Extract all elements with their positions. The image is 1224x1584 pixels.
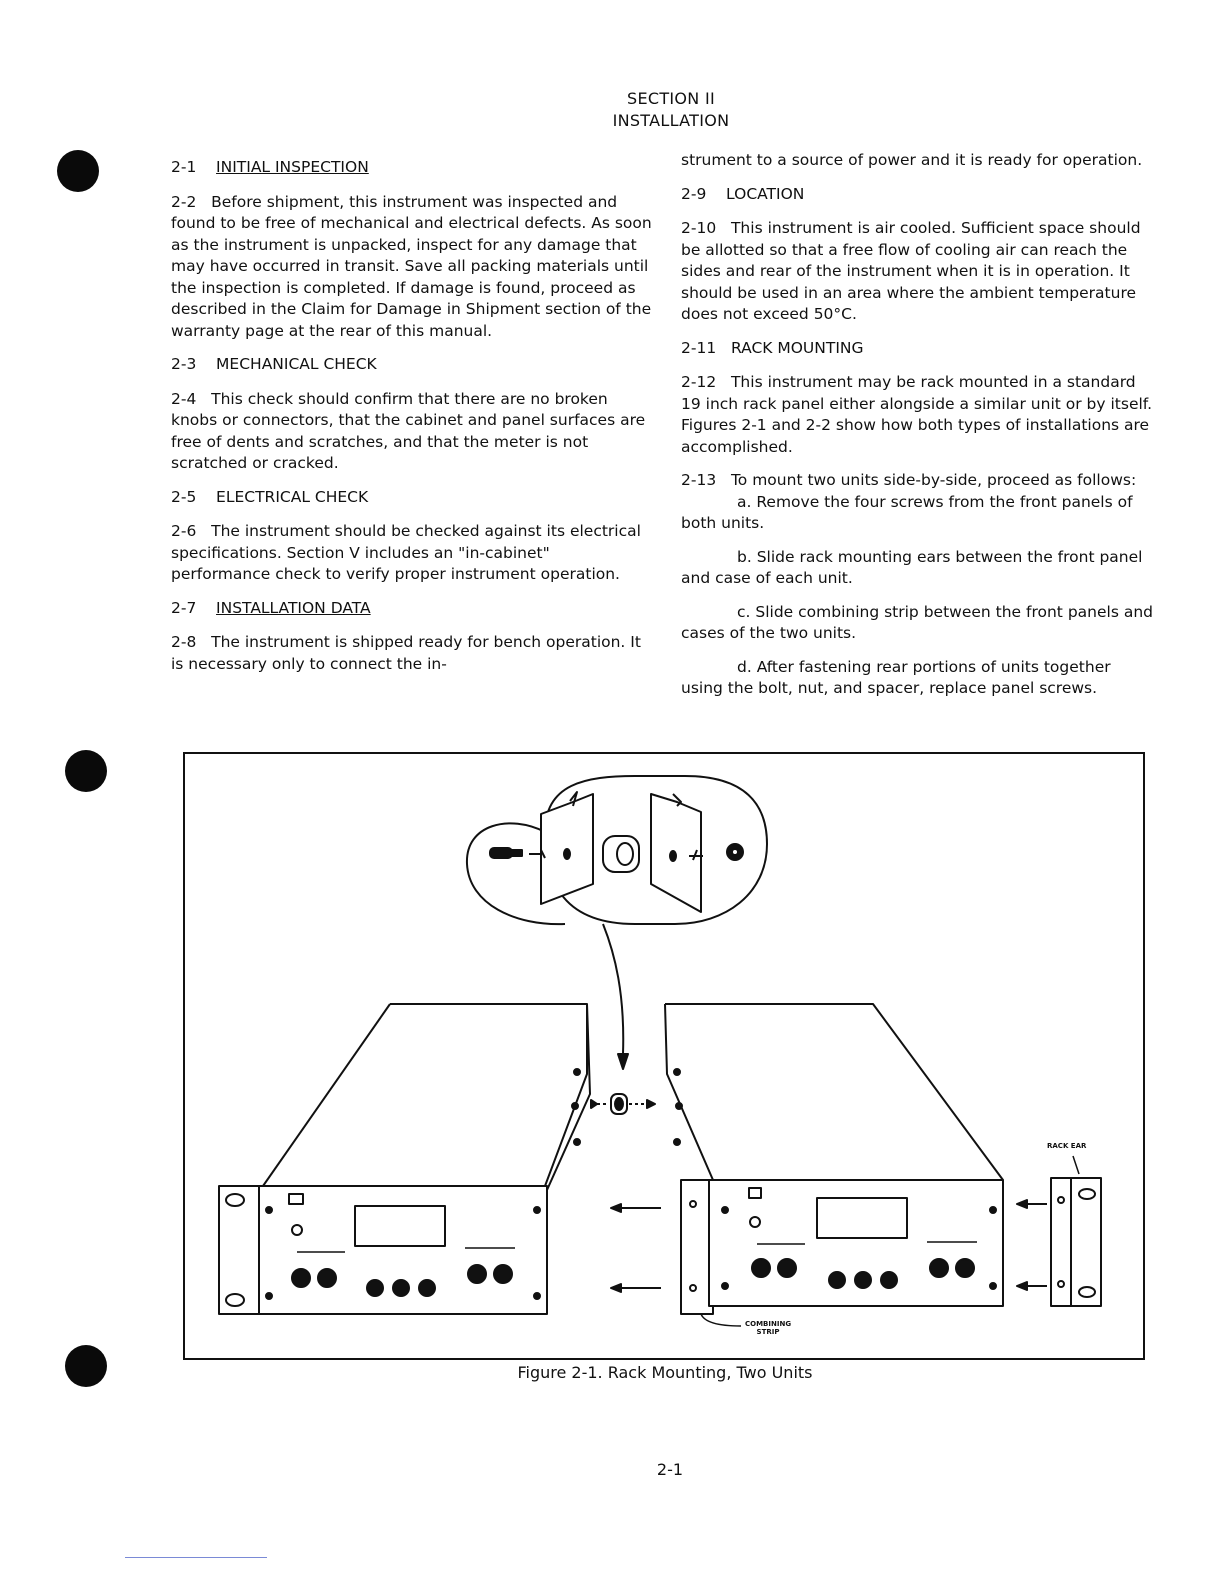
paragraph-number: 2-10 (681, 219, 717, 237)
nut-icon (727, 844, 743, 860)
heading-2-11 (681, 338, 1157, 360)
spacer-icon (603, 836, 639, 872)
paragraph-2-8 (171, 632, 653, 675)
heading-number: 2-9 (681, 184, 707, 203)
right-column (681, 150, 1157, 712)
heading-title: ELECTRICAL CHECK (216, 487, 369, 506)
paragraph-2-8-continued: strument to a source of power and it is ready for operation. (681, 151, 1143, 169)
paragraph-2-13 (681, 470, 1157, 492)
heading-number: 2-7 (171, 598, 197, 617)
paragraph-2-10 (681, 218, 1157, 326)
heading-2-5 (171, 487, 653, 509)
paragraph-text: The instrument should be checked against its electrical specifications. Section V includes an "in-cabinet" performance check to verify proper instrument operation. (171, 522, 641, 583)
paragraph-2-12 (681, 372, 1157, 458)
paragraph-text: The instrument is shipped ready for bench operation. It is necessary only to connect the in- (171, 633, 641, 673)
paragraph-number: 2-4 (171, 389, 197, 408)
paragraph-2-6 (171, 521, 653, 586)
figure-rack-mounting (183, 752, 1145, 1360)
paragraph-number: 2-6 (171, 522, 197, 540)
step-a: a. Remove the four screws from the front panels of both units. (681, 492, 1133, 532)
arrow-down (603, 924, 623, 1054)
left-column (171, 157, 653, 687)
heading-number: 2-11 (681, 338, 717, 357)
left-power-supply-unit (219, 1004, 590, 1314)
combining-strip-leader (701, 1314, 741, 1326)
page-number: 2-1 (656, 1460, 684, 1479)
paragraph-2-4 (171, 389, 653, 475)
binder-hole-middle (65, 750, 107, 792)
heading-number: 2-1 (171, 158, 197, 176)
paragraph-text: To mount two units side-by-side, proceed as follows: (730, 471, 1137, 489)
spacer-icon-assembly (611, 1094, 627, 1114)
heading-title: INSTALLATION DATA (216, 598, 371, 617)
paragraph-number: 2-8 (171, 633, 197, 651)
paragraph-text: This instrument is air cooled. Sufficient space should be allotted so that a free flow of cooling air can reach the sides and rear of the instrument when it is in operation. It should be used in an area where the ambient temperature does not exceed 50°C. (681, 219, 1141, 323)
footer-rule (125, 1557, 267, 1558)
section-header (560, 88, 782, 132)
rack-ear-label: RACK EAR (1047, 1142, 1087, 1150)
rack-mounting-illustration (185, 754, 1143, 1358)
heading-title: INITIAL INSPECTION (216, 158, 369, 176)
heading-2-1 (171, 157, 653, 179)
combining-strip-label (745, 1320, 791, 1336)
step-b: b. Slide rack mounting ears between the front panel and case of each unit. (681, 547, 1143, 587)
right-power-supply-unit (665, 1004, 1003, 1314)
step-d: d. After fastening rear portions of units together using the bolt, nut, and spacer, replace panel screws. (681, 657, 1111, 697)
heading-title: LOCATION (726, 184, 805, 203)
binder-hole-top (57, 150, 99, 192)
rack-ear-leader (1073, 1156, 1079, 1174)
section-label: SECTION II (626, 89, 715, 108)
paragraph-text: Before shipment, this instrument was inspected and found to be free of mechanical and electrical defects. As soon as the instrument is unpacked, inspect for any damage that may have occurred in transit. Save all packing materials until the inspection is completed. If damage is found, proceed as described in the Claim for Damage in Shipment section of the warranty page at the rear of this manual. (171, 192, 652, 340)
combining-strip-label-line1: COMBINING (745, 1320, 792, 1328)
heading-2-9 (681, 184, 1157, 206)
bolt-icon (490, 848, 522, 858)
section-title: INSTALLATION (612, 111, 730, 130)
figure-caption: Figure 2-1. Rack Mounting, Two Units (517, 1363, 813, 1382)
paragraph-number: 2-13 (681, 471, 717, 489)
paragraph-text: This check should confirm that there are no broken knobs or connectors, that the cabinet and panel surfaces are free of dents and scratches, and that the meter is not scratched or cracked. (171, 389, 646, 472)
paragraph-2-2 (171, 192, 653, 343)
paragraph-text: This instrument may be rack mounted in a standard 19 inch rack panel either alongside a similar unit or by itself. Figures 2-1 and 2-2 show how both types of installations are accomplished. (681, 373, 1153, 456)
heading-2-3 (171, 354, 653, 376)
heading-title: MECHANICAL CHECK (216, 355, 377, 373)
paragraph-number: 2-2 (171, 192, 197, 211)
heading-number: 2-5 (171, 487, 197, 506)
heading-2-7 (171, 598, 653, 620)
heading-title: RACK MOUNTING (730, 338, 864, 357)
rack-ear (1051, 1178, 1101, 1306)
combining-strip-label-line2: STRIP (756, 1328, 780, 1336)
paragraph-number: 2-12 (681, 373, 717, 391)
heading-number: 2-3 (171, 355, 197, 373)
step-c: c. Slide combining strip between the front panels and cases of the two units. (681, 602, 1153, 642)
